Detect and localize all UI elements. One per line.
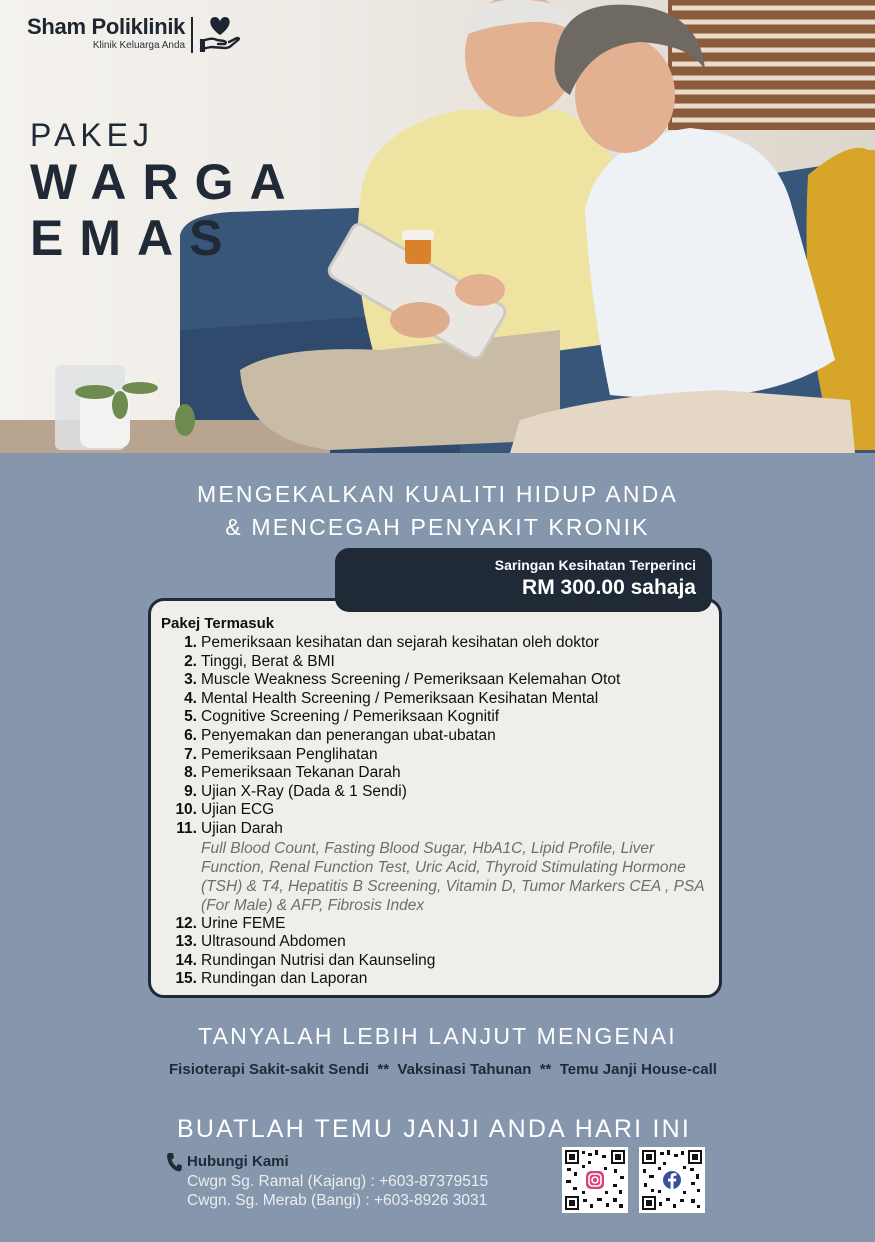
hero-banner [0, 0, 875, 453]
item-label: Ultrasound Abdomen [201, 933, 346, 951]
item-label: Mental Health Screening / Pemeriksaan Kesihatan Mental [201, 689, 599, 707]
item-number: 8. [184, 764, 197, 782]
item-label: Cognitive Screening / Pemeriksaan Kognitif [201, 708, 500, 726]
item-number: 2. [184, 652, 197, 670]
item-label: Pemeriksaan Tekanan Darah [201, 764, 401, 782]
item-number: 5. [184, 708, 197, 726]
item-label: Rundingan Nutrisi dan Kaunseling [201, 951, 436, 969]
appointment-title: BUATLAH TEMU JANJI ANDA HARI INI [176, 1115, 691, 1143]
item-label: Muscle Weakness Screening / Pemeriksaan Kelemahan Otot [201, 671, 621, 689]
blood-test-detail-line: Full Blood Count, Fasting Blood Sugar, HbA1C, Lipid Profile, Liver [201, 839, 655, 857]
item-label: Tinggi, Berat & BMI [201, 652, 335, 670]
item-label: Pemeriksaan Penglihatan [201, 745, 378, 763]
brand-name: Sham Poliklinik [27, 14, 186, 39]
inquire-title: TANYALAH LEBIH LANJUT MENGENAI [198, 1023, 677, 1049]
list-item [161, 708, 709, 727]
item-number: 9. [184, 782, 197, 800]
blood-test-details [161, 839, 709, 915]
facebook-qr-code[interactable] [639, 1147, 705, 1213]
contact-kajang[interactable]: Cwgn Sg. Ramal (Kajang) : +603-87379515 [187, 1173, 489, 1190]
brand-tagline: Klinik Keluarga Anda [92, 40, 186, 51]
title-emas: EMAS [30, 210, 239, 266]
brand-divider [191, 17, 193, 53]
item-label: Rundingan dan Laporan [201, 970, 368, 988]
item-number: 7. [184, 745, 197, 763]
item-number: 15. [175, 970, 197, 988]
blood-test-detail-line: (TSH) & T4, Hepatitis B Screening, Vitamin D, Tumor Markers CEA , PSA [201, 877, 705, 895]
list-item [161, 690, 709, 709]
item-label: Ujian Darah [201, 819, 283, 837]
contact-block [166, 1152, 488, 1210]
title-pakej: PAKEJ [30, 117, 154, 153]
item-number: 1. [184, 634, 197, 651]
tagline-line-2: & MENCEGAH PENYAKIT KRONIK [225, 514, 650, 540]
phone-icon [166, 1152, 182, 1172]
item-label: Pemeriksaan kesihatan dan sejarah kesihatan oleh doktor [201, 634, 600, 651]
item-number: 6. [184, 726, 197, 744]
tagline [0, 478, 875, 544]
list-item [161, 801, 709, 820]
item-number: 12. [175, 914, 197, 932]
brand-header [27, 14, 241, 53]
list-item [161, 727, 709, 746]
list-item [161, 783, 709, 802]
list-item [161, 970, 709, 989]
price-amount: RM 300.00 [522, 576, 625, 599]
package-list [161, 634, 709, 989]
list-item [161, 915, 709, 934]
blood-test-detail-line: (For Male) & AFP, Fibrosis Index [201, 896, 425, 914]
list-item [161, 746, 709, 765]
list-item [161, 820, 709, 839]
package-title [30, 116, 302, 266]
instagram-qr-code[interactable] [562, 1147, 628, 1213]
contact-heading [166, 1152, 488, 1172]
instagram-icon [586, 1171, 604, 1189]
item-number: 14. [175, 951, 197, 969]
price-card [335, 548, 712, 612]
heart-hand-icon [199, 15, 241, 53]
facebook-icon [663, 1171, 681, 1189]
item-label: Penyemakan dan penerangan ubat-ubatan [201, 726, 496, 744]
title-warga: WARGA [30, 154, 302, 210]
list-item [161, 933, 709, 952]
price-amount-line [335, 574, 696, 602]
contact-bangi[interactable]: Cwgn. Sg. Merab (Bangi) : +603-8926 3031 [187, 1192, 488, 1209]
item-label: Ujian ECG [201, 801, 275, 819]
item-label: Ujian X-Ray (Dada & 1 Sendi) [201, 782, 407, 800]
package-card [148, 598, 722, 998]
item-number: 3. [184, 671, 197, 689]
tagline-line-1: MENGEKALKAN KUALITI HIDUP ANDA [197, 481, 678, 507]
list-item [161, 634, 709, 653]
list-item [161, 952, 709, 971]
package-heading: Pakej Termasuk [161, 615, 275, 632]
list-item [161, 671, 709, 690]
price-suffix: sahaja [630, 576, 696, 599]
item-number: 10. [175, 801, 197, 819]
services-list: Fisioterapi Sakit-sakit Sendi ** Vaksinasi Tahunan ** Temu Janji House-call [169, 1061, 717, 1078]
item-label: Urine FEME [201, 914, 286, 932]
item-number: 4. [184, 689, 197, 707]
price-subtitle: Saringan Kesihatan Terperinci [494, 557, 696, 573]
item-number: 11. [176, 819, 197, 837]
list-item [161, 764, 709, 783]
contact-heading-label: Hubungi Kami [187, 1153, 289, 1170]
blood-test-detail-line: Function, Renal Function Test, Uric Acid, Thyroid Stimulating Hormone [201, 858, 686, 876]
item-number: 13. [175, 933, 197, 951]
list-item [161, 653, 709, 672]
